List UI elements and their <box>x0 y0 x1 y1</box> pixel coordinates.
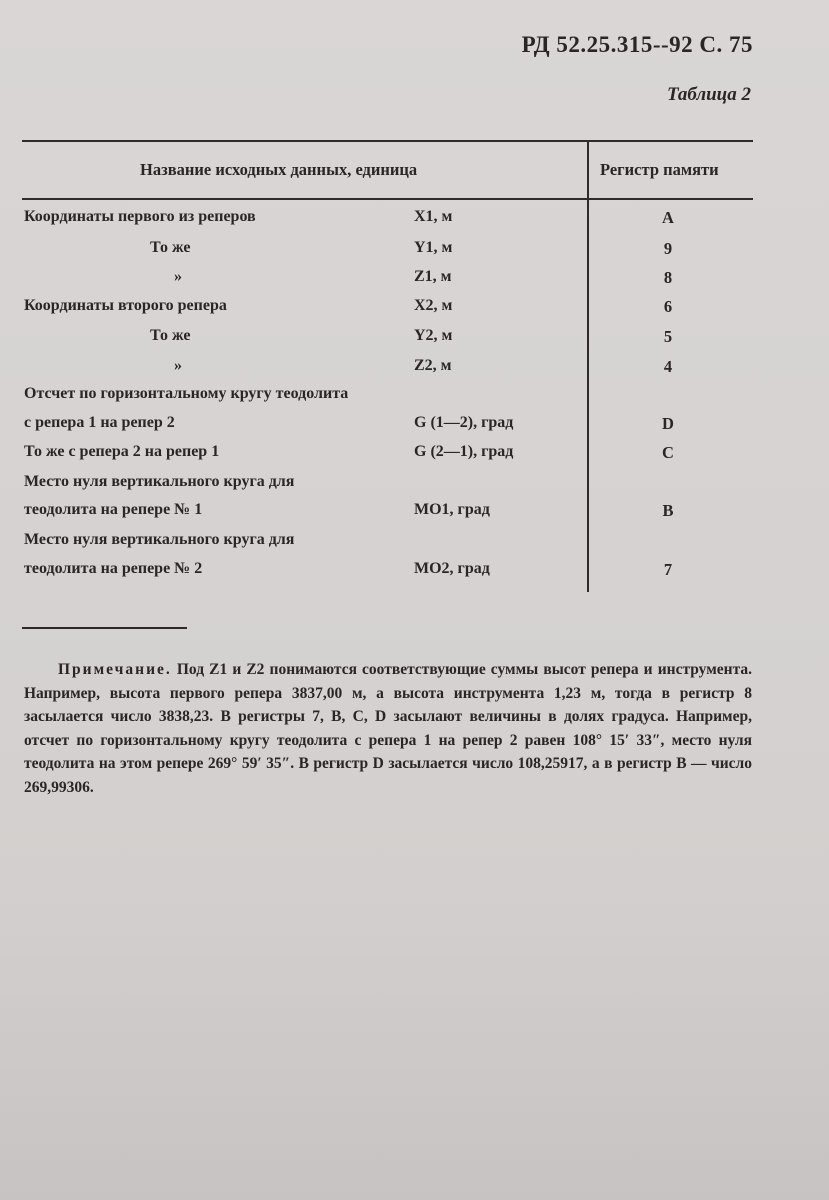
page-shadow <box>0 900 829 1200</box>
row-unit: Z1, м <box>414 268 452 285</box>
row-register: B <box>662 501 674 520</box>
row-register: 6 <box>663 297 673 316</box>
note-title: Примечание. <box>58 661 172 678</box>
row-name: Координаты второго репера <box>24 297 227 314</box>
row-name: » <box>174 357 182 374</box>
row-name: Место нуля вертикального круга для <box>24 473 295 490</box>
column-header-name: Название исходных данных, единица <box>140 160 418 179</box>
row-unit: Z2, м <box>414 357 452 374</box>
row-name: Координаты первого из реперов <box>24 208 256 225</box>
row-name: с репера 1 на репер 2 <box>24 414 175 431</box>
row-unit: G (2—1), град <box>414 443 514 460</box>
row-unit: X1, м <box>414 208 453 225</box>
column-header-register: Регистр памяти <box>600 160 719 179</box>
row-unit: MO1, град <box>414 501 490 518</box>
note-text: Под Z1 и Z2 понимаются соответствующие суммы высот репера и инструмента. Например, высота первого репера 3837,00 м, а высота инструмента 1,23 м, тогда в регистр 8 засылается число 3838,23. В регистры 7, B, C, D засылают величины в долях градуса. Например, отсчет по горизонтальному кругу теодолита с репера 1 на репер 2 равен 108° 15′ 33″, место нуля теодолита на этом репере 269° 59′ 35″. В регистр D засылается число 108,25917, а в регистр B — число 269,99306. <box>24 661 753 796</box>
note-separator <box>22 627 187 629</box>
row-unit: MO2, град <box>414 560 490 577</box>
row-name: теодолита на репере № 1 <box>24 501 203 518</box>
row-name: То же <box>150 239 191 256</box>
note-paragraph <box>24 658 752 799</box>
row-name: Отсчет по горизонтальному кругу теодолита <box>24 385 349 402</box>
row-name: » <box>174 268 182 285</box>
row-register: 9 <box>663 239 673 258</box>
row-unit: X2, м <box>414 297 453 314</box>
row-register: 4 <box>663 357 673 376</box>
row-register: 5 <box>663 327 673 346</box>
row-register: D <box>662 414 674 433</box>
row-register: C <box>662 443 674 462</box>
row-register: 7 <box>663 560 673 579</box>
row-name: теодолита на репере № 2 <box>24 560 203 577</box>
row-name: То же <box>150 327 191 344</box>
document-reference: РД 52.25.315--92 С. 75 <box>521 32 753 57</box>
row-name: То же с репера 2 на репер 1 <box>24 443 220 460</box>
row-register: A <box>662 208 674 227</box>
row-unit: Y1, м <box>414 239 453 256</box>
row-register: 8 <box>663 268 673 287</box>
table-top-rule <box>22 140 753 142</box>
table-label: Таблица 2 <box>666 84 751 105</box>
row-unit: G (1—2), град <box>414 414 514 431</box>
row-name: Место нуля вертикального круга для <box>24 531 295 548</box>
table-header-rule <box>22 198 753 200</box>
row-unit: Y2, м <box>414 327 453 344</box>
